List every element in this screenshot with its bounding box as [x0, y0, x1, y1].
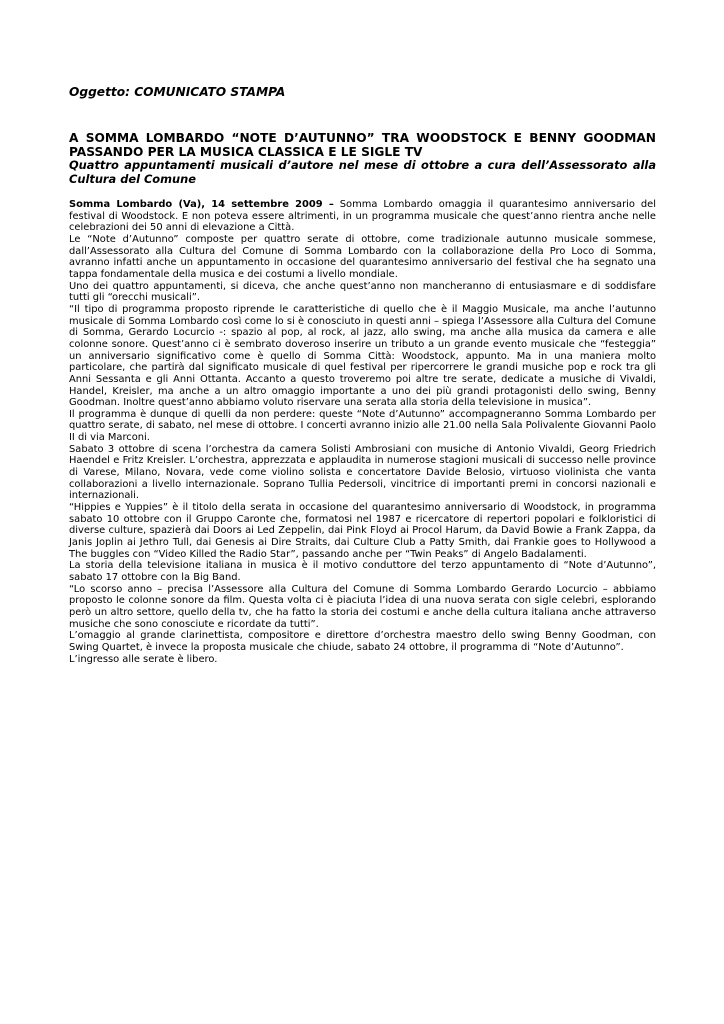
dateline: Somma Lombardo (Va), 14 settembre 2009 – — [69, 199, 334, 210]
paragraph: “Il tipo di programma proposto riprende le caratteristiche di quello che è il Maggio Musicale, ma anche l’autunno musicale di Somma Lombardo così come lo si è conosciuto in questi anni – spiega l’Assessore alla Cultura del Comune di Somma, Gerardo Locurcio -: spazio al pop, al rock, al jazz, allo swing, ma anche alla musica da camera e alle colonne sonore. Quest’anno ci è sembrato doveroso inserire un tributo a un grande evento musicale che “festeggia” un anniversario significativo come è quello di Somma Città: Woodstock, appunto. Ma in una maniera molto particolare, che partirà dal significato musicale di quel festival per ripercorrere le grandi musiche pop e rock tra gli Anni Sessanta e gli Anni Ottanta. Accanto a questo troveremo poi altre tre serate, dedicate a musiche di Vivaldi, Handel, Kreisler, ma anche a un altro omaggio importante a uno dei più grandi protagonisti dello swing, Benny Goodman. Inoltre quest’anno abbiamo voluto riservare una serata alla storia della televisione in musica”. — [69, 303, 656, 409]
paragraph-intro-text: Somma Lombardo omaggia il quarantesimo anniversario del festival di Woodstock. E non poteva essere altrimenti, in un programma musicale che quest’anno rientra anche nelle celebrazioni dei 50 anni di elevazione a Città. — [69, 199, 656, 234]
document-title: A SOMMA LOMBARDO “NOTE D’AUTUNNO” TRA WOODSTOCK E BENNY GOODMAN PASSANDO PER LA MUSICA CLASSICA E LE SIGLE TV — [69, 131, 656, 159]
paragraph: L’omaggio al grande clarinettista, compositore e direttore d’orchestra maestro dello swing Benny Goodman, con Swing Quartet, è invece la proposta musicale che chiude, sabato 24 ottobre, il programma di “Note d’Autunno”. — [69, 630, 656, 653]
press-release-page — [69, 84, 656, 665]
document-subtitle: Quattro appuntamenti musicali d’autore nel mese di ottobre a cura dell’Assessorato alla Cultura del Comune — [69, 158, 656, 186]
paragraph-intro — [69, 199, 656, 234]
paragraph: L’ingresso alle serate è libero. — [69, 653, 218, 665]
paragraph: La storia della televisione italiana in musica è il motivo conduttore del terzo appuntamento di “Note d’Autunno”, sabato 17 ottobre con la Big Band. — [69, 560, 656, 583]
paragraph: “Lo scorso anno – precisa l’Assessore alla Cultura del Comune di Somma Lombardo Gerardo Locurcio – abbiamo proposto le colonne sonore da film. Questa volta ci è piaciuta l’idea di una nuova serata con sigle celebri, esplorando però un altro settore, quello della tv, che ha fatto la storia dei costumi e anche della cultura italiana anche attraverso musiche che sono conosciute e ricordate da tutti”. — [69, 583, 656, 630]
document-subject: Oggetto: COMUNICATO STAMPA — [69, 85, 286, 99]
paragraph: Sabato 3 ottobre di scena l’orchestra da camera Solisti Ambrosiani con musiche di Antonio Vivaldi, Georg Friedrich Haendel e Fritz Kreisler. L’orchestra, apprezzata e applaudita in numerose stagioni musicali di successo nelle province di Varese, Milano, Novara, vede come violino solista e concertatore Davide Belosio, virtuoso violinista che vanta collaborazioni a livello internazionale. Soprano Tullia Pedersoli, vincitrice di importanti premi in concorsi nazionali e internazionali. — [69, 443, 656, 502]
paragraph: Uno dei quattro appuntamenti, si diceva, che anche quest’anno non mancheranno di entusiasmare e di soddisfare tutti gli “orecchi musicali”. — [69, 280, 656, 304]
paragraph: Le “Note d’Autunno” composte per quattro serate di ottobre, come tradizionale autunno musicale sommese, dall’Assessorato alla Cultura del Comune di Somma Lombardo con la collaborazione della Pro Loco di Somma, avranno infatti anche un appuntamento in occasione del quarantesimo anniversario del festival che ha segnato una tappa fondamentale della musica e dei costumi a livello mondiale. — [69, 233, 656, 280]
paragraph: “Hippies e Yuppies” è il titolo della serata in occasione del quarantesimo anniversario di Woodstock, in programma sabato 10 ottobre con il Gruppo Caronte che, formatosi nel 1987 e ricercatore di repertori popolari e folkloristici di diverse culture, spazierà dai Doors ai Led Zeppelin, dai Pink Floyd ai Procol Harum, da David Bowie a Frank Zappa, da Janis Joplin ai Jethro Tull, dai Genesis ai Dire Straits, dai Culture Club a Patty Smith, dai Frankie goes to Hollywood a The buggles con “Video Killed the Radio Star”, passando anche per “Twin Peaks” di Angelo Badalamenti. — [69, 502, 656, 560]
document-body — [69, 199, 656, 665]
paragraph: Il programma è dunque di quelli da non perdere: queste “Note d’Autunno” accompagneranno Somma Lombardo per quattro serate, di sabato, nel mese di ottobre. I concerti avranno inizio alle 21.00 nella Sala Polivalente Giovanni Paolo II di via Marconi. — [69, 408, 656, 444]
